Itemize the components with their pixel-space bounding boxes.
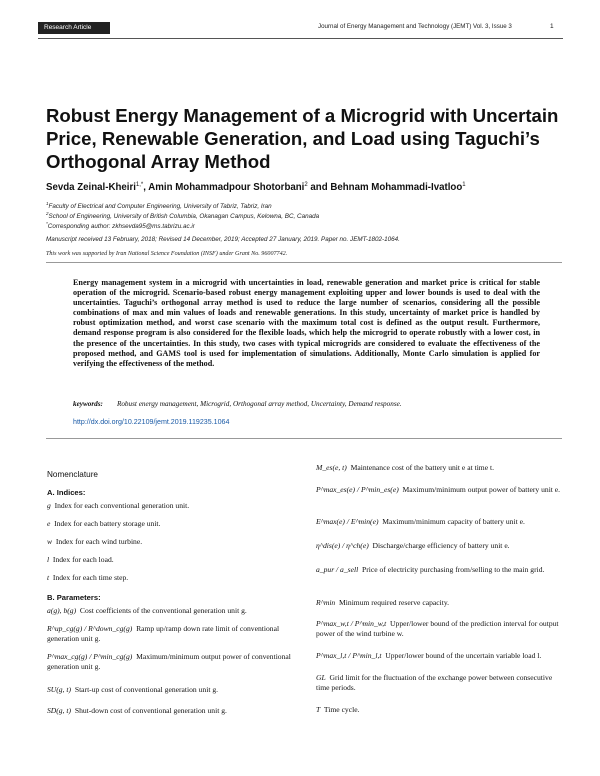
symbol: g <box>47 501 51 510</box>
nomenclature-entry <box>316 517 563 527</box>
symbol: SU(g, t) <box>47 685 72 694</box>
keywords <box>73 400 402 408</box>
description: Maintenance cost of the battery unit e at time t. <box>350 463 494 472</box>
symbol: e <box>47 519 51 528</box>
nomenclature-entry <box>47 652 295 672</box>
nomenclature-entry <box>316 619 563 639</box>
symbol: P^max_w,t / P^min_w,t <box>316 619 387 628</box>
nomenclature-entry <box>316 463 563 473</box>
symbol: R^min <box>316 598 336 607</box>
symbol: E^max(e) / E^min(e) <box>316 517 379 526</box>
nomenclature-entry <box>47 685 295 695</box>
symbol: M_es(e, t) <box>316 463 347 472</box>
nomenclature-entry <box>47 537 295 547</box>
nomenclature-title: Nomenclature <box>47 470 98 479</box>
page-number: 1 <box>550 23 554 30</box>
nomenclature-entry <box>316 565 563 575</box>
description: Maximum/minimum output power of conventional generation unit g. <box>47 652 291 671</box>
nomenclature-entry <box>47 706 295 716</box>
description: Price of electricity purchasing from/selling to the main grid. <box>362 565 545 574</box>
keywords-value: Robust energy management, Microgrid, Orthogonal array method, Uncertainty, Demand response. <box>116 400 402 408</box>
nomenclature-entry <box>47 501 295 511</box>
manuscript-dates: Manuscript received 13 February, 2018; Revised 14 December, 2019; Accepted 27 January, 2019. Paper no. JEMT-1802-1064. <box>46 236 400 243</box>
article-type-badge: Research Article <box>38 22 110 34</box>
description: Cost coefficients of the conventional generation unit g. <box>79 606 247 615</box>
description: Maximum/minimum output power of battery unit e. <box>402 485 561 494</box>
symbol: P^max_cg(g) / P^min_cg(g) <box>47 652 133 661</box>
description: Index for each wind turbine. <box>55 537 143 546</box>
symbol: a(g), b(g) <box>47 606 77 615</box>
symbol: GL <box>316 673 326 682</box>
corresponding-author <box>46 221 195 230</box>
description: Upper/lower bound of the prediction interval for output power of the wind turbine w. <box>316 619 559 638</box>
nomenclature-entry <box>47 555 295 565</box>
affiliation-2 <box>46 211 319 220</box>
description: Start-up cost of conventional generation unit g. <box>74 685 219 694</box>
author-sup: 1,* <box>135 182 144 188</box>
author-and: and <box>310 182 328 194</box>
symbol: t <box>47 573 50 582</box>
description: Grid limit for the fluctuation of the exchange power between consecutive time periods. <box>316 673 553 692</box>
journal-header: Journal of Energy Management and Technology (JEMT) Vol. 3, Issue 3 <box>318 23 512 30</box>
description: Ramp up/ramp down rate limit of conventional generation unit g. <box>47 624 280 643</box>
nomenclature-entry <box>47 519 295 529</box>
affiliation-sup: 2 <box>46 211 49 216</box>
abstract-rule-top <box>46 262 562 263</box>
author-list: Sevda Zeinal-Kheiri$^{1,*}$, Amin Mohammadpour Shotorbani$^2$ and Behnam Mohammadi-Ivatloo$^1$ <box>46 182 466 194</box>
affiliation-sup: * <box>46 221 48 226</box>
nomenclature-entry <box>47 573 295 583</box>
symbol: P^max_es(e) / P^min_es(e) <box>316 485 399 494</box>
author-name: Sevda Zeinal-Kheiri <box>46 182 136 194</box>
keywords-label: keywords: <box>73 400 103 408</box>
author-name: Behnam Mohammadi-Ivatloo <box>330 182 463 194</box>
parameters-heading: B. Parameters: <box>47 593 101 602</box>
description: Maximum/minimum capacity of battery unit e. <box>382 517 525 526</box>
affiliation-sup: 1 <box>46 201 49 206</box>
symbol: η^dis(e) / η^ch(e) <box>316 541 369 550</box>
affiliation-text: School of Engineering, University of British Columbia, Okanagan Campus, Kelowna, BC, Canada <box>48 213 320 221</box>
nomenclature-entry <box>316 673 563 693</box>
nomenclature-entry <box>47 606 295 616</box>
nomenclature-entry <box>316 651 563 661</box>
author-sup: 2 <box>304 182 308 188</box>
abstract-rule-bottom <box>46 438 562 439</box>
header-rule <box>38 38 563 39</box>
symbol: T <box>316 705 321 714</box>
affiliation-text: Corresponding author: zkhsevda95@ms.tabrizu.ac.ir <box>47 223 195 231</box>
description: Upper/lower bound of the uncertain variable load l. <box>385 651 542 660</box>
description: Index for each battery storage unit. <box>54 519 161 528</box>
description: Index for each load. <box>52 555 114 564</box>
description: Minimum required reserve capacity. <box>339 598 450 607</box>
doi-link[interactable]: http://dx.doi.org/10.22109/jemt.2019.119235.1064 <box>73 418 230 426</box>
nomenclature-entry <box>47 624 295 644</box>
nomenclature-entry <box>316 541 563 551</box>
symbol: w <box>47 537 53 546</box>
affiliation-text: Faculty of Electrical and Computer Engineering, University of Tabriz, Tabriz, Iran <box>48 203 272 211</box>
author-name: Amin Mohammadpour Shotorbani <box>148 182 305 194</box>
symbol: a_pur / a_sell <box>316 565 359 574</box>
symbol: SD(g, t) <box>47 706 72 715</box>
description: Discharge/charge efficiency of battery unit e. <box>372 541 510 550</box>
symbol: P^max_l,t / P^min_l,t <box>316 651 382 660</box>
description: Index for each conventional generation unit. <box>54 501 190 510</box>
affiliation-1 <box>46 201 272 210</box>
nomenclature-entry <box>316 705 563 715</box>
description: Shut-down cost of conventional generation unit g. <box>74 706 227 715</box>
abstract: Energy management system in a microgrid with uncertainties in load, renewable generation and market price is critical for stable operation of the microgrid. Scenario-based robust energy management exploiting upper and lower bounds is used to deal with the uncertainties. Taguchi’s orthogonal array method is used to reduce the large number of scenarios, considering all the possible combinations of max and min values of loads and renewable generations. In this study, uncertainty of market price is handled by robust optimization method, and worst case scenario with the maximum total cost is defined as the output result. Furthermore, demand response program is also considered for the flexible loads, which help the microgrid to operate robustly with a lower cost, in the presence of the uncertainties. In this study, two cases with typical microgrids are considered to evaluate the effectiveness of the proposed method, and GAMS tool is used for implementation of simulations. Additionally, Monte Carlo simulation is applied for verifying the effectiveness of the method. <box>73 278 540 368</box>
symbol: R^up_cg(g) / R^down_cg(g) <box>47 624 133 633</box>
description: Index for each time step. <box>52 573 129 582</box>
author-sup: 1 <box>462 182 466 188</box>
paper-title: Robust Energy Management of a Microgrid with Uncertain Price, Renewable Generation, and Load using Taguchi’s Orthogonal Array Method <box>46 105 559 172</box>
description: Time cycle. <box>323 705 360 714</box>
indices-heading: A. Indices: <box>47 488 86 497</box>
nomenclature-entry <box>316 598 563 608</box>
funding-note: This work was supported by Iran National Science Foundation (INSF) under Grant No. 96007742. <box>46 251 288 257</box>
symbol: l <box>47 555 50 564</box>
nomenclature-entry <box>316 485 563 495</box>
